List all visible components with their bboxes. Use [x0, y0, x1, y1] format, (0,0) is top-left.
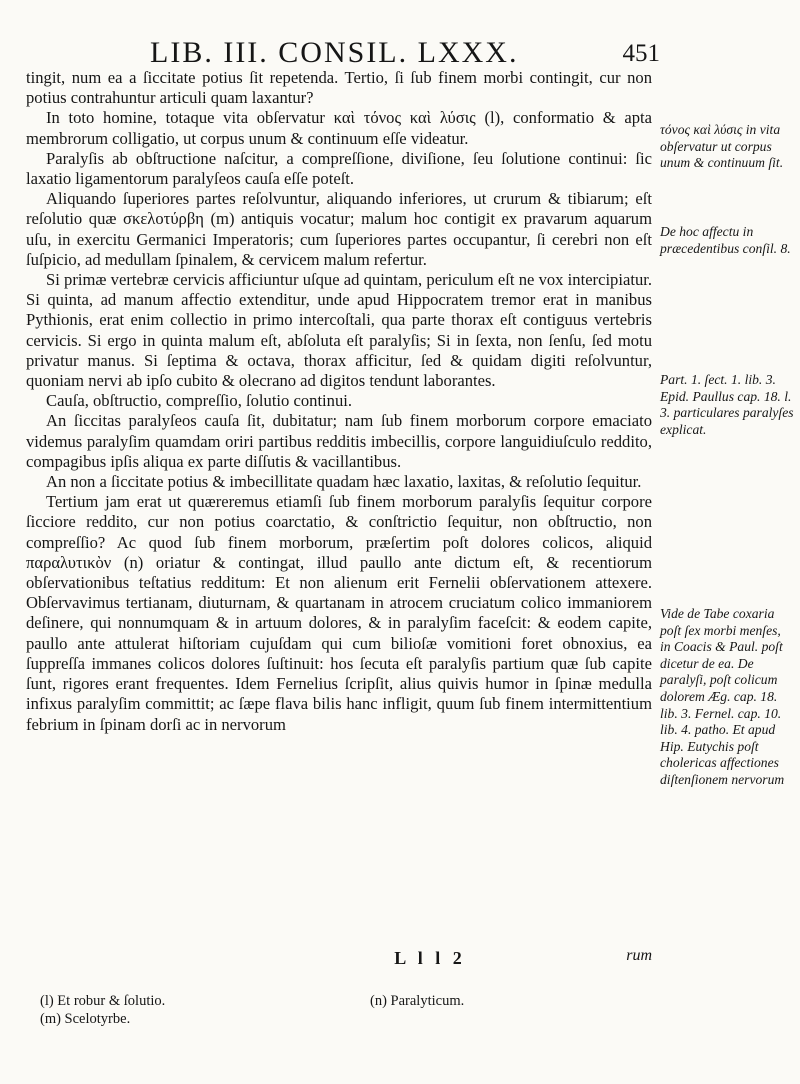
margin-note: De hoc affectu in præcedentibus conſil. 8. — [660, 224, 791, 256]
paragraph: In toto homine, totaque vita obſervatur καὶ τόνος καὶ λύσις (l), conformatio & apta membrorum colligatio, ut corpus unum & continuum eſſe videatur. — [26, 108, 652, 148]
margin-note: τόνος καὶ λύσις in vita obſervatur ut corpus unum & continuum ſit. — [660, 122, 784, 171]
footnote: (n) Paralyticum. — [370, 993, 465, 1009]
running-title: LIB. III. CONSIL. LXXX. — [150, 36, 519, 69]
paragraph: Paralyſis ab obſtructione naſcitur, a compreſſione, diviſione, ſeu ſolutione continui: ſic laxatio ligamentorum paralyſeos cauſa eſſe poteſt. — [26, 148, 652, 189]
page-number: 451 — [622, 40, 660, 67]
main-text-block — [26, 68, 652, 735]
paragraph: An ſiccitas paralyſeos cauſa ſit, dubitatur; nam ſub finem morborum corpore emaciato videmus paralyſim quamdam oriri partibus redditis imbecillis, corpore languidiuſculo reddito, compagibus ipſis aliqua ex parte diſſutis & vacillantibus. — [26, 411, 652, 471]
margin-note: Vide de Tabe coxaria poſt ſex morbi menſes, in Coacis & Paul. poſt dicetur de ea. De paralyſi, poſt colicum dolorem Æg. cap. 18. lib. 3. Fernel. cap. 10. lib. 4. patho. Et apud Hip. Eutychis poſt cholericas affectiones diſtenſionem nervorum — [660, 606, 785, 787]
paragraph: tingit, num ea a ſiccitate potius ſit repetenda. Tertio, ſi ſub finem morbi contingit, cur non potius contrahuntur articuli quam laxantur? — [26, 68, 652, 108]
footnote: (l) Et robur & ſolutio. — [40, 993, 166, 1009]
paragraph: Cauſa, obſtructio, compreſſio, ſolutio continui. — [46, 391, 353, 411]
paragraph: Tertium jam erat ut quæreremus etiamſi ſub finem morborum paralyſis ſequitur corpore ſicciore reddito, cur non potius coarctatio, & conſtrictio ſequitur, non obſtructio, non compreſſio? Ac quod ſub finem morborum, præſertim poſt dolores colicos, aliquid παραλυτικὸν (n) oriatur & contingat, illud paullo ante dictum eſt, & recentiorum obſervationibus teſtatius redditum: Et non alienum erit Fernelii obſervationem attexere. Obſervavimus tertianam, diuturnam, & quartanam in atrocem cruciatum colico immaniorem deſinere, qui nonnumquam & in artuum dolores, & in paralyſim faceſcit: & eodem capite, paullo ante attulerat hiſtoriam cujuſdam qui cum bilioſæ vomitioni foret obnoxius, ea ſuppreſſa immanes colicos dolores ſuſtinuit: hos ſecuta eſt paralyſis partium quæ ſub capite ſunt, rigores erant frequentes. Idem Fernelius ſcripſit, alius quivis humor in ſpinæ medulla infixus paralyſim committit; ac ſæpe flava bilis hanc infligit, quum ſub finem intermittentium febrium in ſpinam dorſi ac in nervorum — [26, 492, 652, 734]
paragraph: Aliquando ſuperiores partes reſolvuntur, aliquando inferiores, ut crurum & tibiarum; eſt reſolutio quæ σκελοτύρβη (m) antiquis vocatur; malum hoc contigit ex pravarum aquarum uſu, in exercitu Germanici Imperatoris; cum ſuperiores partes occupantur, ſi cerebri non eſt ſuſpicio, ad medullam ſpinalem, & cervicem malum refertur. — [26, 189, 652, 269]
catchword: rum — [626, 947, 652, 964]
signature-mark: L l l 2 — [394, 948, 466, 968]
paragraph: An non a ſiccitate potius & imbecillitate quadam hæc laxatio, laxitas, & reſolutio ſequitur. — [46, 472, 642, 492]
footnote: (m) Scelotyrbe. — [40, 1011, 131, 1027]
paragraph: Si primæ vertebræ cervicis afficiuntur uſque ad quintam, periculum eſt ne vox intercipiatur. Si quinta, ad manum affectio extenditur, unde apud Hippocratem tremor erat in manibus Pythionis, erat enim collectio in primo intercoſtali, qua parte thorax eſt contiguus vertebris cervicis. Si ergo in quinta malum eſt, abſoluta eſt paralyſis; Si in ſexta, non ſenſu, ſed motu privatur manus. Si ſeptima & octava, thorax afficitur, ſed & quidam digiti reſolvuntur, quoniam nervi ab ipſo cubito & olecrano ad digitos tendunt laborantes. — [26, 270, 652, 391]
margin-note: Part. 1. ſect. 1. lib. 3. Epid. Paullus cap. 18. l. 3. particulares paralyſes explicat. — [660, 372, 794, 437]
